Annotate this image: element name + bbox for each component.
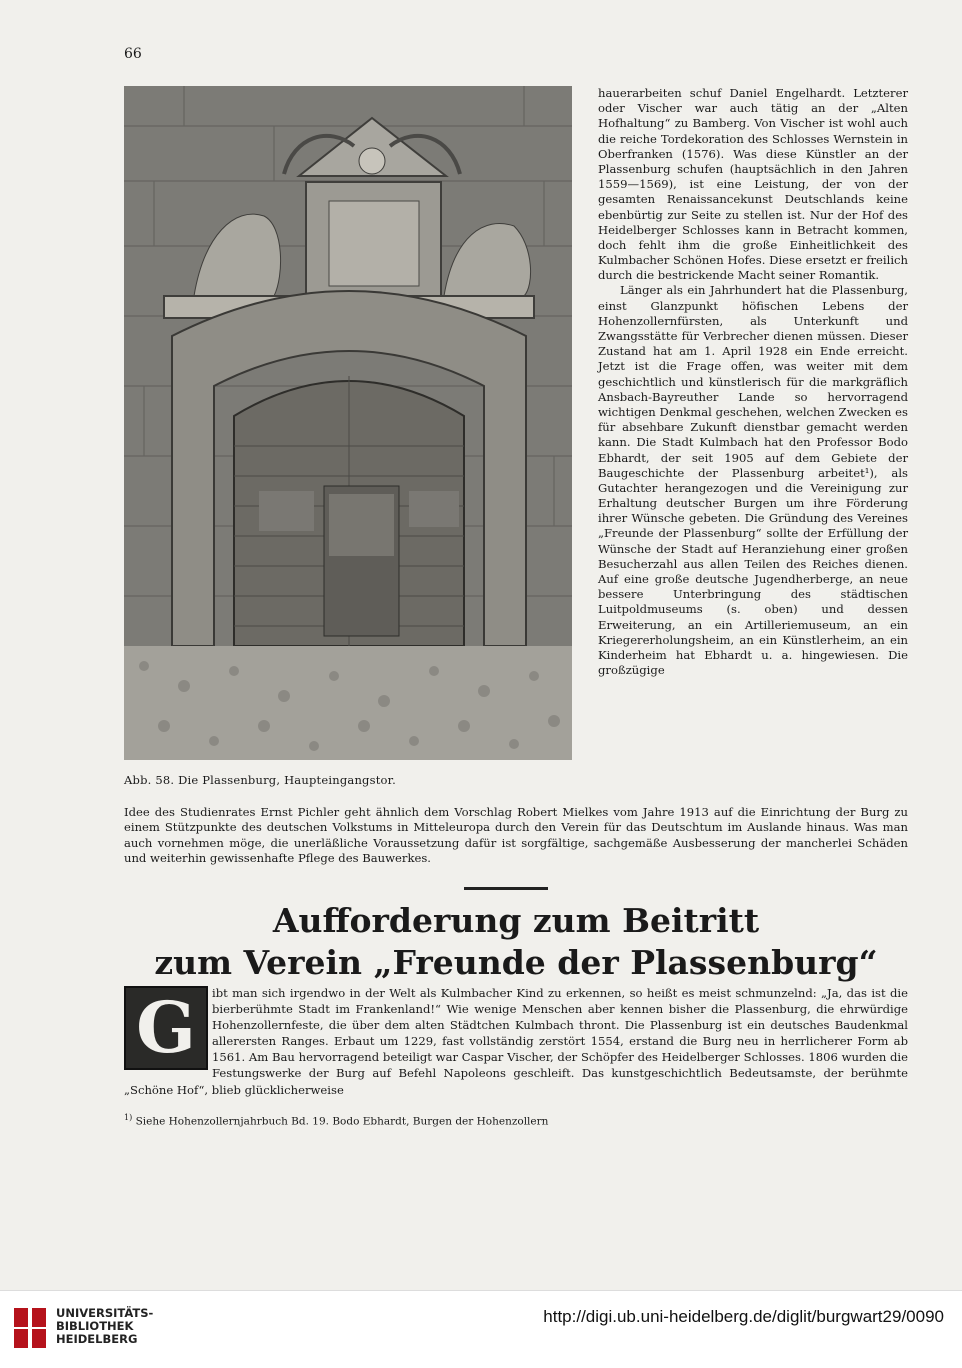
section-divider bbox=[464, 887, 548, 890]
castle-gate-photo bbox=[124, 86, 572, 760]
appeal-text: ibt man sich irgendwo in der Welt als Kulmbacher Kind zu erkennen, so heißt es meist schmunzelnd: „Ja, das ist die bierberühmte Stadt im Frankenland!“ Wie wenige Menschen aber kennen bisher die Plassenburg, die ehrwürdige Hohenzollernfeste, die über dem alten Städtchen Kulmbach thront. Die Plassenburg ist ein deutsches Baudenkmal allerersten Ranges. Erbaut um 1229, fast vollständig zerstört 1554, erstand die Burg neu in herrlicherer Form ab 1561. Am Bau hervorragend beteiligt war Caspar Vischer, der Schöpfer des Heidelberger Schlosses. 1806 wurden die Festungswerke der Burg auf Befehl Napoleons geschleift. Das kunstgeschichtlich Bedeutsamste, der berühmte „Schöne Hof“, blieb glücklicherweise bbox=[124, 986, 908, 1097]
paragraph: hauerarbeiten schuf Daniel Engelhardt. Letzterer oder Vischer war auch tätig an der „Alten Hofhaltung“ zu Bamberg. Von Vischer ist wohl auch die reiche Tordekoration des Schlosses Wernstein in Oberfranken (1576). Was diese Künstler an der Plassenburg schufen (hauptsächlich in den Jahren 1559—1569), ist eine Leistung, der von der gesamten Renaissancekunst Deutschlands keine ebenbürtig zur Seite zu stellen ist. Nur der Hof des Heidelberger Schlosses kann in Betracht kommen, doch fehlt ihm die große Einheitlichkeit des Kulmbacher Schönen Hofes. Diese ersetzt er freilich durch die bestrickende Macht seiner Romantik. bbox=[598, 86, 908, 283]
figure-caption: Abb. 58. Die Plassenburg, Haupteingangstor. bbox=[124, 773, 396, 787]
page-url[interactable]: http://digi.ub.uni-heidelberg.de/diglit/burgwart29/0090 bbox=[543, 1307, 944, 1326]
full-width-paragraph: Idee des Studienrates Ernst Pichler geht ähnlich dem Vorschlag Robert Mielkes vom Jahre 1913 auf die Einrichtung der Burg zu einem Stützpunkte des deutschen Volkstums in Mitteleuropa durch den Verein für das Deutschtum im Auslande hinaus. Was man auch vornehmen möge, die unerläßliche Voraussetzung dafür ist sorgfältige, sachgemäße Ausbesserung der mancherlei Schäden und weiterhin gewissenhafte Pflege des Bauwerkes. bbox=[124, 805, 908, 865]
heading-line: zum Verein „Freunde der Plassenburg“ bbox=[154, 943, 878, 982]
library-name-line: BIBLIOTHEK bbox=[56, 1319, 134, 1333]
library-name-line: HEIDELBERG bbox=[56, 1332, 138, 1346]
ornamental-initial bbox=[124, 986, 208, 1070]
footnote bbox=[124, 1113, 548, 1128]
library-name-line: UNIVERSITÄTS- bbox=[56, 1306, 154, 1320]
footnote-mark: 1) bbox=[124, 1113, 133, 1122]
section-heading bbox=[124, 900, 908, 984]
footnote-text: Siehe Hohenzollernjahrbuch Bd. 19. Bodo Ebhardt, Burgen der Hohenzollern bbox=[135, 1115, 549, 1128]
heading-line: Aufforderung zum Beitritt bbox=[272, 901, 760, 940]
initial-letter: G bbox=[136, 986, 196, 1069]
paragraph: Länger als ein Jahrhundert hat die Plassenburg, einst Glanzpunkt höfischen Lebens der Hohenzollernfürsten, als Unterkunft und Zwangsstätte für Verbrecher dienen müssen. Dieser Zustand hat am 1. April 1928 ein Ende erreicht. Jetzt ist die Frage offen, was weiter mit dem geschichtlich und künstlerisch für die markgräflich Ansbach-Bayreuther Lande so hervorragend wichtigen Denkmal geschehen, welchen Zwecken es für absehbare Zukunft dienstbar gemacht werden kann. Die Stadt Kulmbach hat den Professor Bodo Ebhardt, der seit 1905 auf dem Gebiete der Baugeschichte der Plassenburg arbeitet¹), als Gutachter herangezogen und die Vereinigung zur Erhaltung deutscher Burgen um ihre Förderung ihrer Wünsche gebeten. Die Gründung des Vereines „Freunde der Plassenburg“ sollte der Erfüllung der Wünsche der Stadt auf Heranziehung einer großen Besucherzahl aus allen Teilen des Reiches dienen. Auf eine große deutsche Jugendherberge, an neue bessere Unterbringung des städtischen Luitpoldmuseums (s. oben) und dessen Erweiterung, an ein Artilleriemuseum, an ein Kriegererholungsheim, an ein Künstlerheim, an ein Kinderheim hat Ebhardt u. a. hingewiesen. Die großzügige bbox=[598, 283, 908, 678]
heidelberg-library-logo-icon[interactable] bbox=[12, 1306, 48, 1350]
library-name[interactable] bbox=[56, 1307, 153, 1346]
right-column-text bbox=[598, 86, 908, 678]
appeal-paragraph bbox=[124, 985, 908, 1098]
page-number: 66 bbox=[124, 46, 142, 62]
